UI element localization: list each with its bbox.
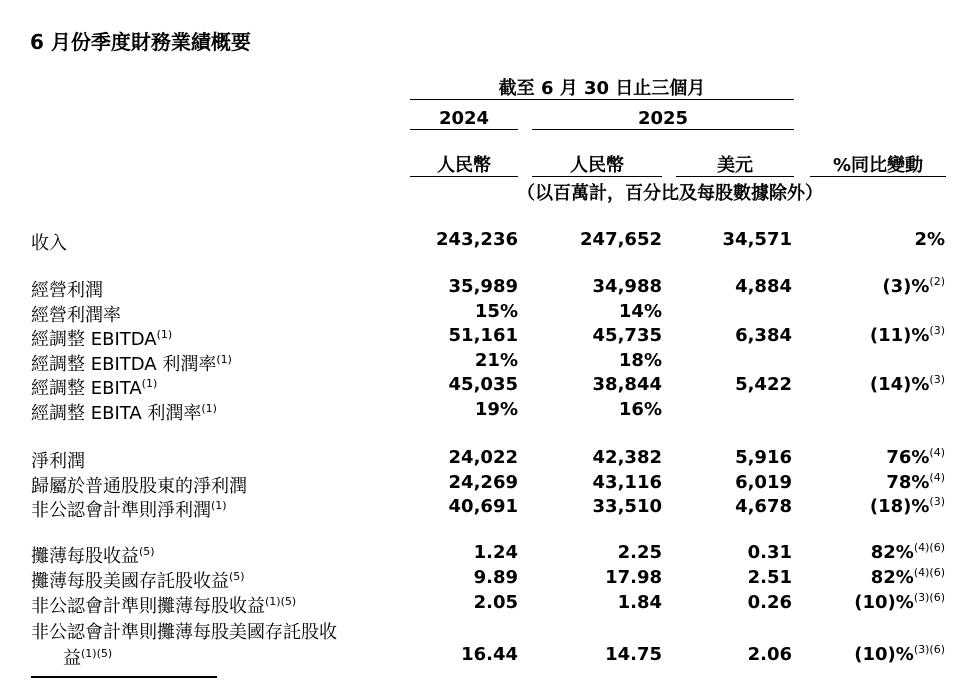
cell-value: 18% xyxy=(618,350,662,371)
footnote-ref: (1) xyxy=(216,353,232,366)
footnote-ref: (3) xyxy=(929,495,945,508)
row-label-text: 攤薄每股收益 xyxy=(31,546,139,567)
cell-value: 5,916 xyxy=(735,447,792,468)
row-label xyxy=(31,496,227,522)
cell-value: 0.26 xyxy=(747,592,792,613)
cell-2024-rmb xyxy=(474,567,518,588)
cell-value: 34,988 xyxy=(592,276,662,297)
column-divider-4 xyxy=(810,176,946,177)
footnote-ref: (3)(6) xyxy=(913,643,945,656)
cell-2024-rmb xyxy=(449,447,518,468)
cell-2025-usd xyxy=(735,472,792,493)
row-label xyxy=(31,618,337,644)
cell-value: 243,236 xyxy=(436,229,518,250)
footnote-ref: (5) xyxy=(139,545,155,558)
row-label xyxy=(31,301,121,327)
cell-value: 40,691 xyxy=(448,496,518,517)
footnote-ref: (5) xyxy=(229,570,245,583)
cell-value: 51,161 xyxy=(448,325,518,346)
cell-2025-usd xyxy=(735,447,792,468)
period-header: 截至 6 月 30 日止三個月 xyxy=(498,78,706,99)
cell-yoy-change xyxy=(886,447,945,468)
row-label-text: 經調整 EBITA xyxy=(31,378,142,399)
row-label-text: 非公認會計準則淨利潤 xyxy=(31,500,211,521)
cell-2024-rmb xyxy=(475,399,518,420)
cell-value: 247,652 xyxy=(580,229,662,250)
page-title: 6 月份季度財務業績概要 xyxy=(30,30,251,54)
cell-value: 6,019 xyxy=(735,472,792,493)
cell-value: 43,116 xyxy=(592,472,662,493)
cell-2025-rmb xyxy=(619,301,662,322)
footnote-ref: (1) xyxy=(141,377,158,390)
footnote-ref: (4)(6) xyxy=(913,541,945,554)
cell-yoy-change xyxy=(870,325,945,346)
cell-value: 2% xyxy=(914,229,945,250)
cell-value: 4,884 xyxy=(735,276,792,297)
row-label-text: 攤薄每股美國存託股收益 xyxy=(31,571,229,592)
cell-2025-rmb xyxy=(619,350,662,371)
footnote-ref: (1)(5) xyxy=(81,647,113,660)
cell-2024-rmb xyxy=(461,644,518,665)
cell-2024-rmb xyxy=(449,325,518,346)
cell-2024-rmb xyxy=(449,472,518,493)
cell-value: 9.89 xyxy=(473,567,518,588)
footnote-ref: (1)(5) xyxy=(265,595,297,608)
row-label xyxy=(31,325,172,351)
cell-2025-usd xyxy=(748,567,792,588)
row-label-text: 淨利潤 xyxy=(31,451,85,472)
cell-2025-rmb xyxy=(605,567,662,588)
cell-2025-usd xyxy=(735,325,792,346)
row-label-text: 非公認會計準則攤薄每股美國存託股收 xyxy=(31,622,337,643)
cell-value: 82% xyxy=(870,542,914,563)
footnote-ref: (3)(6) xyxy=(913,591,945,604)
row-label xyxy=(31,567,245,593)
cell-2025-rmb xyxy=(593,325,662,346)
cell-value: 42,382 xyxy=(592,447,662,468)
cell-2025-usd xyxy=(748,644,792,665)
column-header-yoy: %同比變動 xyxy=(832,155,924,176)
footnote-ref: (4) xyxy=(929,471,945,484)
column-header-usd-2025: 美元 xyxy=(717,155,753,176)
cell-value: 2.51 xyxy=(747,567,792,588)
row-label xyxy=(31,350,232,376)
year-2025: 2025 xyxy=(637,108,689,129)
cell-value: (10)% xyxy=(854,592,914,613)
cell-value: 1.24 xyxy=(473,542,518,563)
cell-2025-usd xyxy=(723,229,792,250)
cell-value: 4,678 xyxy=(735,496,792,517)
row-label xyxy=(31,399,217,425)
cell-value: (10)% xyxy=(854,644,914,665)
column-header-rmb-2024: 人民幣 xyxy=(437,155,491,176)
cell-value: 14% xyxy=(618,301,662,322)
cell-2025-rmb xyxy=(618,592,662,613)
cell-2025-rmb xyxy=(618,542,662,563)
row-label xyxy=(31,229,67,255)
cell-2025-usd xyxy=(748,592,792,613)
row-label-text: 非公認會計準則攤薄每股收益 xyxy=(31,596,265,617)
row-label-text: 經調整 EBITA 利潤率 xyxy=(31,403,202,424)
year-2025-divider xyxy=(532,129,794,130)
column-divider-3 xyxy=(676,176,794,177)
year-2024: 2024 xyxy=(438,108,490,129)
cell-value: 82% xyxy=(870,567,914,588)
row-label-text: 經調整 EBITDA xyxy=(31,329,157,350)
cell-2025-rmb xyxy=(580,229,662,250)
cell-2025-rmb xyxy=(593,374,662,395)
row-label-text: 經調整 EBITDA 利潤率 xyxy=(31,354,217,375)
column-divider-1 xyxy=(410,176,518,177)
cell-2024-rmb xyxy=(436,229,518,250)
footnote-ref: (3) xyxy=(929,373,945,386)
footnote-ref: (1) xyxy=(201,402,217,415)
row-label xyxy=(31,472,247,498)
cell-yoy-change xyxy=(870,374,945,395)
cell-value: (11)% xyxy=(869,325,930,346)
cell-value: 2.25 xyxy=(617,542,662,563)
footnote-ref: (3) xyxy=(929,324,945,337)
row-label xyxy=(31,592,296,618)
footnote-ref: (4)(6) xyxy=(913,566,945,579)
row-label-text: 收入 xyxy=(31,233,67,254)
row-label-text: 經營利潤 xyxy=(31,280,103,301)
cell-2025-rmb xyxy=(605,644,662,665)
cell-2025-usd xyxy=(735,374,792,395)
cell-value: 17.98 xyxy=(605,567,662,588)
cell-value: (3)% xyxy=(882,276,930,297)
cell-2025-usd xyxy=(735,276,792,297)
cell-value: (18)% xyxy=(869,496,930,517)
cell-yoy-change xyxy=(886,472,945,493)
cell-value: 5,422 xyxy=(735,374,792,395)
cell-value: 34,571 xyxy=(722,229,792,250)
cell-yoy-change xyxy=(854,592,945,613)
cell-value: 78% xyxy=(886,472,930,493)
row-label-text: 經營利潤率 xyxy=(31,305,121,326)
cell-value: 38,844 xyxy=(592,374,662,395)
cell-2024-rmb xyxy=(449,496,518,517)
cell-yoy-change xyxy=(882,276,945,297)
row-label xyxy=(31,374,157,400)
footnote-ref: (4) xyxy=(929,446,945,459)
column-header-rmb-2025: 人民幣 xyxy=(570,155,624,176)
cell-value: 19% xyxy=(474,399,518,420)
cell-2025-rmb xyxy=(593,276,662,297)
cell-value: 2.06 xyxy=(747,644,792,665)
cell-value: 33,510 xyxy=(592,496,662,517)
row-label-continuation xyxy=(63,644,112,670)
cell-2025-rmb xyxy=(593,496,662,517)
cell-value: 1.84 xyxy=(617,592,662,613)
cell-value: 76% xyxy=(886,447,930,468)
cell-2024-rmb xyxy=(449,374,518,395)
cell-2024-rmb xyxy=(475,301,518,322)
cell-yoy-change xyxy=(914,229,945,250)
cell-yoy-change xyxy=(854,644,945,665)
cell-yoy-change xyxy=(871,542,945,563)
cell-value: 16.44 xyxy=(461,644,518,665)
cell-value: 2.05 xyxy=(473,592,518,613)
row-label xyxy=(31,276,103,302)
row-label-text: 歸屬於普通股股東的淨利潤 xyxy=(31,476,247,497)
row-label xyxy=(31,447,85,473)
cell-yoy-change xyxy=(871,567,945,588)
cell-value: 24,269 xyxy=(448,472,518,493)
cell-yoy-change xyxy=(870,496,945,517)
cell-2025-rmb xyxy=(593,472,662,493)
cell-2025-rmb xyxy=(619,399,662,420)
cell-2024-rmb xyxy=(474,542,518,563)
cell-value: 16% xyxy=(618,399,662,420)
row-label-text: 益 xyxy=(63,648,81,669)
cell-2024-rmb xyxy=(474,592,518,613)
cell-2024-rmb xyxy=(449,276,518,297)
row-label xyxy=(31,542,155,568)
column-divider-2 xyxy=(532,176,662,177)
cell-value: 45,035 xyxy=(448,374,518,395)
period-divider xyxy=(410,99,794,100)
cell-value: 45,735 xyxy=(592,325,662,346)
cell-2025-usd xyxy=(735,496,792,517)
cell-value: 6,384 xyxy=(735,325,792,346)
cell-value: 35,989 xyxy=(448,276,518,297)
cell-value: 15% xyxy=(474,301,518,322)
cell-value: 21% xyxy=(474,350,518,371)
footnote-ref: (2) xyxy=(929,275,945,288)
footnote-ref: (1) xyxy=(211,499,227,512)
cell-value: 24,022 xyxy=(448,447,518,468)
cell-2025-rmb xyxy=(593,447,662,468)
cell-value: (14)% xyxy=(869,374,930,395)
year-2024-divider xyxy=(410,129,518,130)
unit-note: （以百萬計，百分比及每股數據除外） xyxy=(517,183,823,204)
footnote-divider xyxy=(31,676,217,678)
cell-2025-usd xyxy=(748,542,792,563)
cell-value: 14.75 xyxy=(605,644,662,665)
cell-value: 0.31 xyxy=(747,542,792,563)
footnote-ref: (1) xyxy=(156,328,173,341)
cell-2024-rmb xyxy=(475,350,518,371)
